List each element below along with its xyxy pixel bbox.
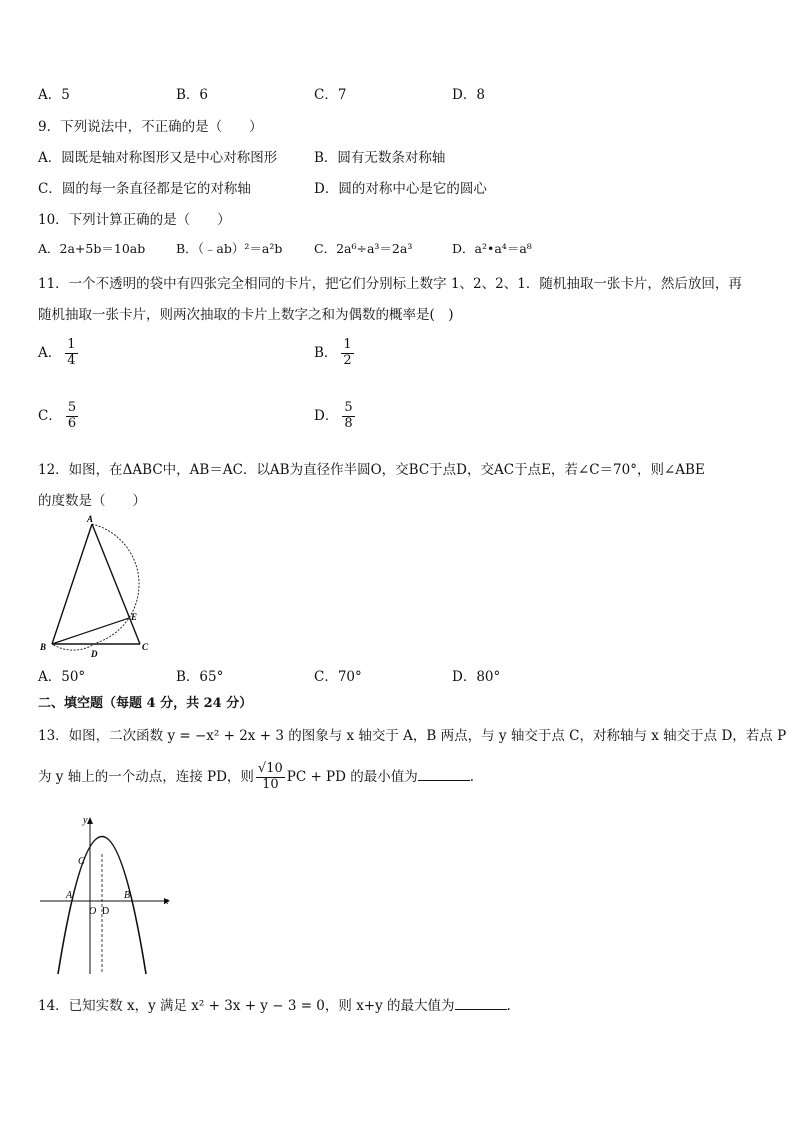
q14-text-end: . xyxy=(506,998,511,1014)
q13-answer-blank[interactable] xyxy=(418,768,470,781)
q13-label-a: A xyxy=(66,890,73,901)
q9-option-b: B．圆有无数条对称轴 xyxy=(314,150,446,166)
q11-option-a xyxy=(38,338,78,369)
q12-option-b: B．65° xyxy=(176,669,224,685)
q11-option-c-fraction xyxy=(66,401,78,432)
q13-label-x: x xyxy=(164,896,169,907)
q11-stem-line2: 随机抽取一张卡片，则两次抽取的卡片上数字之和为偶数的概率是( ) xyxy=(38,307,454,323)
q12-option-d: D．80° xyxy=(452,669,501,685)
q12-option-a: A．50° xyxy=(38,669,86,685)
q8-option-d: D．8 xyxy=(452,87,485,103)
q11-option-b-label: B． xyxy=(314,344,338,361)
q11-option-d-num: 5 xyxy=(344,400,353,415)
q12-side-ab xyxy=(52,524,92,644)
q13-parabola-figure xyxy=(36,814,176,978)
q9-option-c: C．圆的每一条直径都是它的对称轴 xyxy=(38,181,251,197)
q13-stem-line1: 13．如图，二次函数 y = −x² + 2x + 3 的图象与 x 轴交于 A，B 两点，与 y 轴交于点 C，对称轴与 x 轴交于点 D，若点 P xyxy=(38,728,787,744)
q11-option-b-den: 2 xyxy=(343,352,352,368)
q10-option-d: D．a²•a⁴＝a⁸ xyxy=(452,241,532,256)
q9-option-d: D．圆的对称中心是它的圆心 xyxy=(314,181,487,197)
q13-label-o: O xyxy=(89,906,97,917)
q13-y-arrow xyxy=(87,817,93,824)
q12-segment-be xyxy=(52,618,129,644)
q11-option-b-num: 1 xyxy=(343,337,352,352)
q11-option-a-label: A． xyxy=(38,344,62,361)
q14-answer-blank[interactable] xyxy=(455,997,507,1010)
q8-option-b: B．6 xyxy=(176,87,209,103)
q12-triangle-figure xyxy=(36,512,166,660)
q12-label-d: D xyxy=(91,649,98,659)
q12-hidden-ad xyxy=(92,524,96,643)
q11-option-c xyxy=(38,401,78,432)
q13-label-c: C xyxy=(78,856,85,867)
q8-option-c: C．7 xyxy=(314,87,347,103)
q12-stem-line2: 的度数是（ ） xyxy=(38,493,146,509)
q10-stem: 10．下列计算正确的是（ ） xyxy=(38,212,231,228)
q11-option-a-den: 4 xyxy=(67,352,76,368)
q10-option-b: B．（﹣ab）²＝a²b xyxy=(176,241,283,256)
q13-line2-post: PC + PD 的最小值为 xyxy=(286,768,418,785)
q12-stem-line1: 12．如图，在ΔABC中，AB＝AC．以AB为直径作半圆O，交BC于点D，交AC于点E，若∠C＝70°，则∠ABE xyxy=(38,462,705,478)
q12-label-a: A xyxy=(87,514,94,524)
q11-option-b xyxy=(314,338,354,369)
q13-line2-end: . xyxy=(469,768,475,785)
q11-option-c-num: 5 xyxy=(67,400,77,415)
q11-option-c-label: C． xyxy=(38,407,62,424)
q13-fraction-den: 10 xyxy=(262,776,279,792)
q11-option-d-den: 8 xyxy=(344,415,353,431)
q13-label-y: y xyxy=(83,815,88,826)
q13-line2-pre: 为 y 轴上的一个动点，连接 PD，则 xyxy=(38,768,254,785)
q13-stem-line2 xyxy=(38,762,474,793)
q13-label-d: D xyxy=(102,906,110,917)
q13-fraction xyxy=(256,762,285,793)
q9-option-a: A．圆既是轴对称图形又是中心对称图形 xyxy=(38,150,278,166)
q12-label-b: B xyxy=(40,642,47,652)
q14-stem xyxy=(38,994,511,1014)
q11-option-d-fraction xyxy=(342,401,354,432)
q13-fraction-num: √10 xyxy=(257,761,283,776)
q14-text: 14．已知实数 x，y 满足 x² + 3x + y − 3 = 0，则 x+y 的最大值为 xyxy=(38,998,455,1014)
q11-option-a-fraction xyxy=(65,338,77,369)
q12-semicircle-arc xyxy=(52,524,139,650)
q9-stem: 9．下列说法中，不正确的是（ ） xyxy=(38,119,263,135)
q10-option-a: A．2a+5b＝10ab xyxy=(38,241,146,256)
q11-option-d-label: D． xyxy=(314,407,339,424)
q12-option-c: C．70° xyxy=(314,669,362,685)
q12-side-ac xyxy=(92,524,140,644)
q11-option-d xyxy=(314,401,355,432)
q10-option-c: C．2a⁶÷a³＝2a³ xyxy=(314,241,413,256)
q12-label-e: E xyxy=(131,612,138,622)
q13-label-b: B xyxy=(124,890,131,901)
q11-option-a-num: 1 xyxy=(67,337,76,352)
q12-label-c: C xyxy=(142,642,149,652)
q8-option-a: A．5 xyxy=(38,87,70,103)
section-fill-in-title: 二、填空题（每题 4 分，共 24 分） xyxy=(38,696,253,711)
q11-option-b-fraction xyxy=(341,338,353,369)
q11-option-c-den: 6 xyxy=(67,415,77,431)
q11-stem-line1: 11．一个不透明的袋中有四张完全相同的卡片，把它们分别标上数字 1、2、2、1．随机抽取一张卡片，然后放回，再 xyxy=(38,276,742,292)
